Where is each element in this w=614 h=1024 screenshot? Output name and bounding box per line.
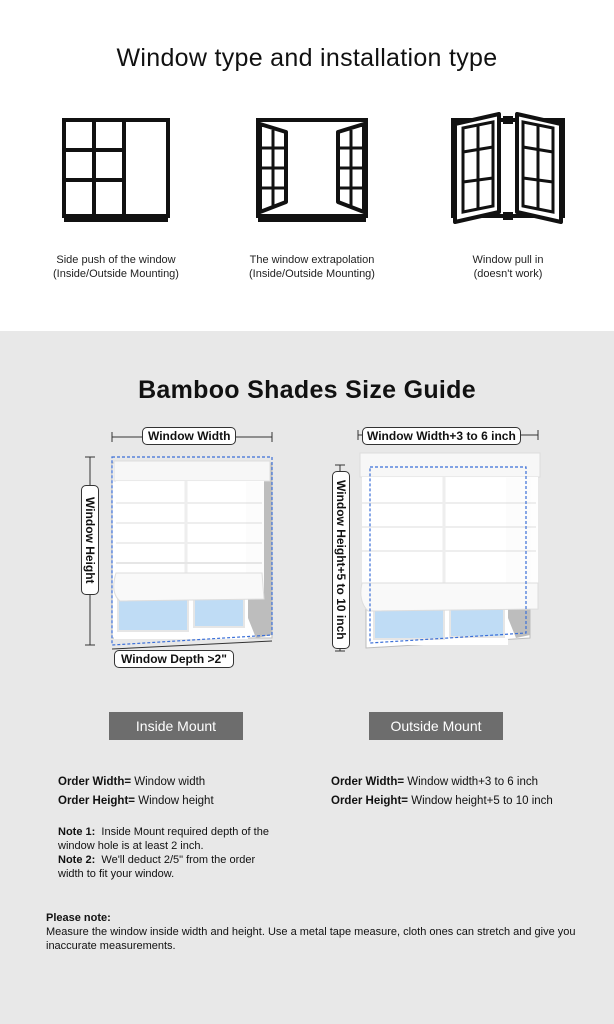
side-push-caption [16, 253, 216, 281]
outside-mount-button[interactable]: Outside Mount [369, 712, 503, 740]
note-1: Note 1: Inside Mount required depth of the window hole is at least 2 inch. [58, 826, 269, 852]
inside-width-label: Window Width [142, 427, 236, 445]
caption-line: The window extrapolation [249, 254, 375, 266]
side-push-window-icon [62, 118, 170, 224]
inside-order-width: Order Width= Window width [58, 776, 206, 788]
outside-order-width: Order Width= Window width+3 to 6 inch [331, 776, 538, 788]
outside-height-label: Window Height+5 to 10 inch [332, 471, 350, 649]
outside-width-label: Window Width+3 to 6 inch [362, 427, 521, 445]
caption-line: (Inside/Outside Mounting) [249, 268, 375, 280]
pull-in-window-icon [449, 112, 567, 224]
section-title: Window type and installation type [116, 44, 498, 72]
size-guide-title: Bamboo Shades Size Guide [138, 376, 476, 404]
inside-mount-button[interactable]: Inside Mount [109, 712, 243, 740]
extrapolation-window-icon [256, 118, 368, 224]
inside-height-label: Window Height [81, 485, 99, 595]
window-type-section [0, 0, 614, 331]
extrapolation-caption [212, 253, 412, 281]
inside-mount-diagram [76, 423, 286, 673]
please-note: Please note: Measure the window inside width and height. Use a metal tape measure, cloth ones can stretch and give you inaccurate measurements. [46, 912, 576, 952]
caption-line: Window pull in [472, 254, 544, 266]
inside-depth-label: Window Depth >2" [114, 650, 234, 668]
caption-line: Side push of the window [56, 254, 176, 266]
note-2: Note 2: We'll deduct 2/5" from the order width to fit your window. [58, 854, 256, 880]
outside-mount-diagram [330, 423, 550, 673]
pull-in-caption [408, 253, 608, 281]
inside-order-height: Order Height= Window height [58, 795, 214, 807]
caption-line: (Inside/Outside Mounting) [53, 268, 179, 280]
size-guide-section [0, 331, 614, 1024]
outside-order-height: Order Height= Window height+5 to 10 inch [331, 795, 553, 807]
caption-line: (doesn't work) [473, 268, 543, 280]
